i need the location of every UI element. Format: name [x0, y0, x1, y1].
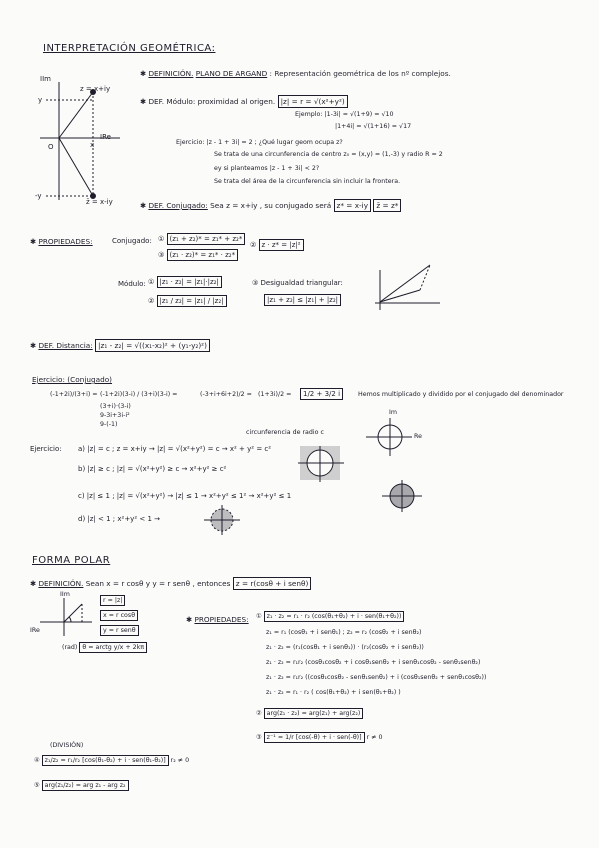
- point-z-label: z = x+iy: [80, 85, 111, 93]
- polar-prop-5: ⑤ arg(z₁/z₂) = arg z₁ - arg z₂: [34, 783, 129, 789]
- exercise-answer-2: ey si planteamos |z - 1 + 3i| < 2?: [214, 165, 320, 172]
- conjugate-step-2: (-1+2i)(3-i) / (3+i)(3-i) =: [100, 391, 178, 398]
- polar-definition: ✱ DEFINICIÓN. Sean x = r cosθ y y = r senθ , entonces z = r(cosθ + i senθ): [30, 580, 311, 587]
- polar-prop-1: ① z₁ · z₂ = r₁ · r₂ (cos(θ₁+θ₂) + i · sen(θ₁+θ₂)): [256, 614, 404, 620]
- polar-prop-4: ④ z₁/z₂ = r₁/r₂ [cos(θ₁-θ₂) + i · sen(θ₁-θ₂)] r₂ ≠ 0: [34, 757, 190, 764]
- prop-mod-1: ① |z₁ · z₂| = |z₁|·|z₂|: [148, 279, 222, 286]
- circle-a-im-label: Im: [389, 409, 397, 416]
- circle-b: [298, 446, 344, 482]
- exercise-conjugate-label: Ejercicio: (Conjugado): [32, 375, 113, 384]
- argand-diagram: [40, 82, 120, 200]
- neg-y-label: -y: [35, 192, 42, 200]
- circle-a: [366, 418, 412, 456]
- locus-a: a) |z| = c ; z = x+iy → |z| = √(x²+y²) = c → x² + y² = c²: [78, 445, 272, 453]
- section-title-polar: FORMA POLAR: [32, 555, 111, 566]
- axis-re-label: IRe: [100, 133, 111, 141]
- distance-definition: ✱ DEF. Distancia: |z₁ - z₂| = √((x₁-x₂)² + (y₁-y₂)²): [30, 342, 210, 349]
- exercise-answer-3: Se trata del área de la circunferencia sin incluir la frontera.: [214, 178, 401, 185]
- polar-step-4: z₁ · z₂ = r₁r₂ ((cosθ₁cosθ₂ - senθ₁senθ₂) + i (cosθ₁senθ₂ + senθ₁cosθ₂)): [266, 674, 487, 681]
- polar-step-1: z₁ = r₁ (cosθ₁ + i senθ₁) ; z₂ = r₂ (cosθ₂ + i senθ₂): [266, 629, 422, 636]
- denominator-step-2: 9-3i+3i-i²: [100, 412, 130, 419]
- circle-d: [204, 505, 240, 535]
- section-title-geometric: INTERPRETACIÓN GEOMÉTRICA:: [43, 43, 216, 54]
- exercise-loci-label: Ejercicio:: [30, 445, 62, 453]
- polar-axis-im: IIm: [60, 591, 70, 598]
- polar-prop-3: ③ z⁻¹ = 1/r [cos(-θ) + i · sen(-θ)] r ≠ 0: [256, 734, 383, 741]
- polar-theta: (rad) θ = arctg y/x + 2kπ: [62, 645, 147, 651]
- prop-mod-2: ② |z₁ / z₂| = |z₁| / |z₂|: [148, 298, 227, 305]
- triangle-inequality-formula: |z₁ + z₂| ≤ |z₁| + |z₂|: [264, 297, 341, 304]
- polar-axis-re: IRe: [30, 627, 40, 634]
- polar-step-3: z₁ · z₂ = r₁r₂ (cosθ₁cosθ₂ + i cosθ₁senθ₂ + i senθ₁cosθ₂ - senθ₁senθ₂): [266, 659, 481, 666]
- polar-prop-2: ② arg(z₁ · z₂) = arg(z₁) + arg(z₂): [256, 711, 363, 717]
- x-label: x: [90, 141, 95, 149]
- properties-label: ✱ PROPIEDADES:: [30, 237, 93, 246]
- locus-a-note: circunferencia de radio c: [246, 429, 324, 436]
- circle-a-re-label: Re: [414, 433, 422, 440]
- polar-properties-label: ✱ PROPIEDADES:: [186, 615, 249, 624]
- modulus-example-2: |1+4i| = √(1+16) = √17: [335, 123, 412, 130]
- polar-r-box: r = |z|: [100, 598, 125, 604]
- circle-c: [382, 480, 422, 512]
- prop-conj-3: ③ (z₁ · z₂)* = z₁* · z₂*: [158, 252, 238, 259]
- point-conj-label: z̄ = x-iy: [86, 198, 113, 206]
- conjugate-props-label: Conjugado:: [112, 237, 152, 245]
- prop-conj-1: ① (z₁ + z₂)* = z₁* + z₂*: [158, 236, 245, 243]
- conjugate-step-4: (1+3i)/2 =: [258, 391, 292, 398]
- prop-conj-2: ② z · z* = |z|²: [250, 242, 304, 249]
- locus-d: d) |z| < 1 ; x²+y² < 1 →: [78, 515, 160, 523]
- polar-diagram: [40, 598, 92, 636]
- modulus-definition: ✱ DEF. Módulo: proximidad al origen. |z| = r = √(x²+y²): [140, 98, 348, 105]
- locus-b: b) |z| ≥ c ; |z| = √(x²+y²) ≥ c → x²+y² ≥ c²: [78, 465, 227, 473]
- conjugate-result: 1/2 + 3/2 i: [300, 391, 343, 398]
- axis-im-label: IIm: [40, 75, 51, 83]
- denominator-step-3: 9-(-1): [100, 421, 118, 428]
- denominator-step-1: (3+i)·(3-i): [100, 403, 131, 410]
- conjugate-step-1: (-1+2i)/(3+i) =: [50, 391, 98, 398]
- conjugate-definition: ✱ DEF. Conjugado: Sea z = x+iy , su conjugado será z* = x-iy z̄ = z*: [140, 202, 401, 209]
- y-label: y: [38, 96, 43, 104]
- polar-step-5: z₁ · z₂ = r₁ · r₂ ( cos(θ₁+θ₂) + i sen(θ₁+θ₂) ): [266, 689, 401, 696]
- conjugate-note: Hemos multiplicado y dividido por el conjugado del denominador: [358, 391, 564, 398]
- definition-label: ✱ DEFINICIÓN. PLANO DE ARGAND : Representación geométrica de los nº complejos.: [140, 69, 451, 78]
- exercise-answer-1: Se trata de una circunferencia de centro z₀ = (x,y) = (1,-3) y radio R = 2: [214, 151, 443, 158]
- triangle-inequality-label: ③ Desigualdad triangular:: [252, 279, 343, 287]
- locus-c: c) |z| ≤ 1 ; |z| = √(x²+y²) → |z| ≤ 1 → x²+y² ≤ 1² → x²+y² ≤ 1: [78, 492, 292, 500]
- polar-step-2: z₁ · z₂ = (r₁(cosθ₁ + i senθ₁)) · (r₂(cosθ₂ + i senθ₂)): [266, 644, 424, 651]
- division-label: (DIVISIÓN): [50, 742, 84, 749]
- modulus-example-1: Ejemplo: |1-3i| = √(1+9) = √10: [295, 111, 394, 118]
- conjugate-step-3: (-3+i+6i+2)/2 =: [200, 391, 252, 398]
- triangle-inequality-sketch: [375, 265, 440, 310]
- exercise-locus: Ejercicio: |z - 1 + 3i| = 2 ; ¿Qué lugar geom ocupa z?: [176, 139, 343, 146]
- polar-y-box: y = r senθ: [100, 628, 139, 634]
- polar-x-box: x = r cosθ: [100, 613, 138, 619]
- origin-label: O: [48, 143, 54, 151]
- modulus-props-label: Módulo:: [118, 280, 146, 288]
